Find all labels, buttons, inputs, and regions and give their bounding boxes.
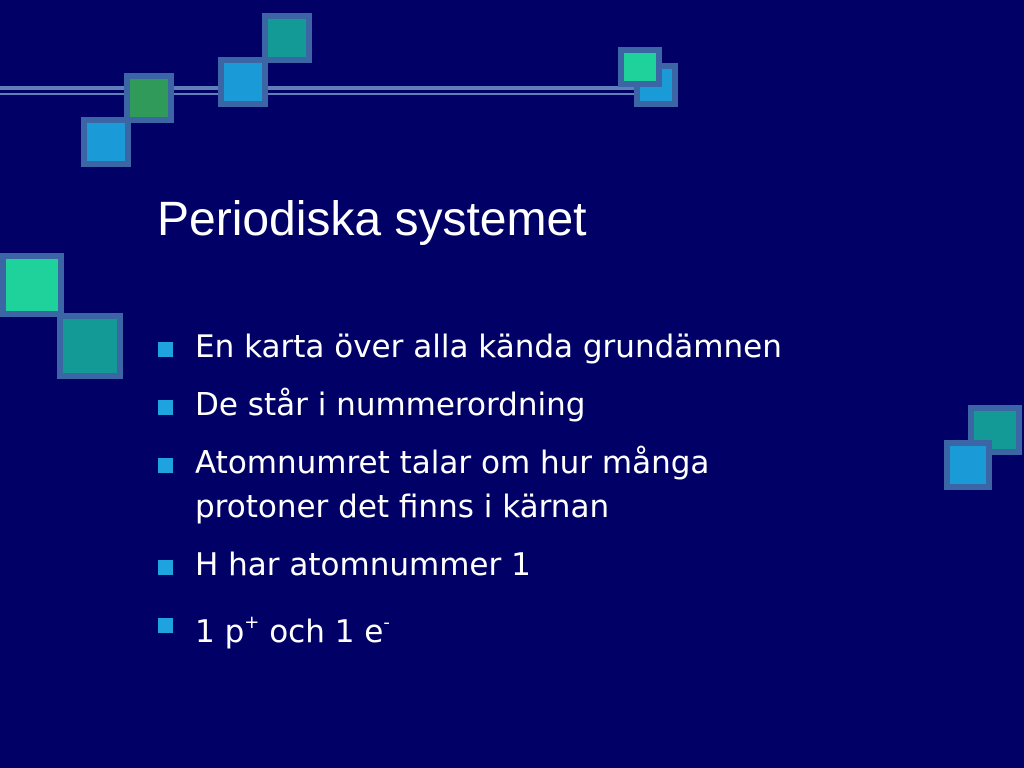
list-item	[158, 383, 918, 427]
electron-charge-superscript: -	[383, 612, 390, 633]
bullet-text: Atomnumret talar om hur många	[195, 445, 710, 481]
bullet-list	[158, 325, 918, 668]
slide-title: Periodiska systemet	[157, 193, 587, 246]
square-bullet-icon	[158, 342, 173, 357]
decor-square	[262, 13, 312, 63]
decor-square	[218, 57, 268, 107]
list-item	[158, 441, 918, 529]
decor-line-top	[0, 86, 660, 90]
bullet-text: De står i nummerordning	[195, 387, 586, 423]
list-item	[158, 543, 918, 587]
bullet-text-continuation: protoner det finns i kärnan	[195, 489, 610, 525]
bullet-text: H har atomnummer 1	[195, 547, 531, 583]
decor-square	[57, 313, 123, 379]
square-bullet-icon	[158, 400, 173, 415]
decor-square	[944, 440, 992, 490]
list-item	[158, 601, 918, 654]
square-bullet-icon	[158, 458, 173, 473]
decor-square	[618, 47, 662, 87]
proton-charge-superscript: +	[244, 612, 260, 633]
square-bullet-icon	[158, 560, 173, 575]
decor-square	[124, 73, 174, 123]
decor-line-top-lower	[0, 93, 660, 95]
decor-square	[81, 117, 131, 167]
decor-square	[0, 253, 64, 317]
square-bullet-icon	[158, 618, 173, 633]
bullet-text: 1 p	[195, 614, 245, 650]
bullet-text: En karta över alla kända grundämnen	[195, 329, 782, 365]
bullet-text-middle: och 1 e	[259, 614, 384, 650]
list-item	[158, 325, 918, 369]
